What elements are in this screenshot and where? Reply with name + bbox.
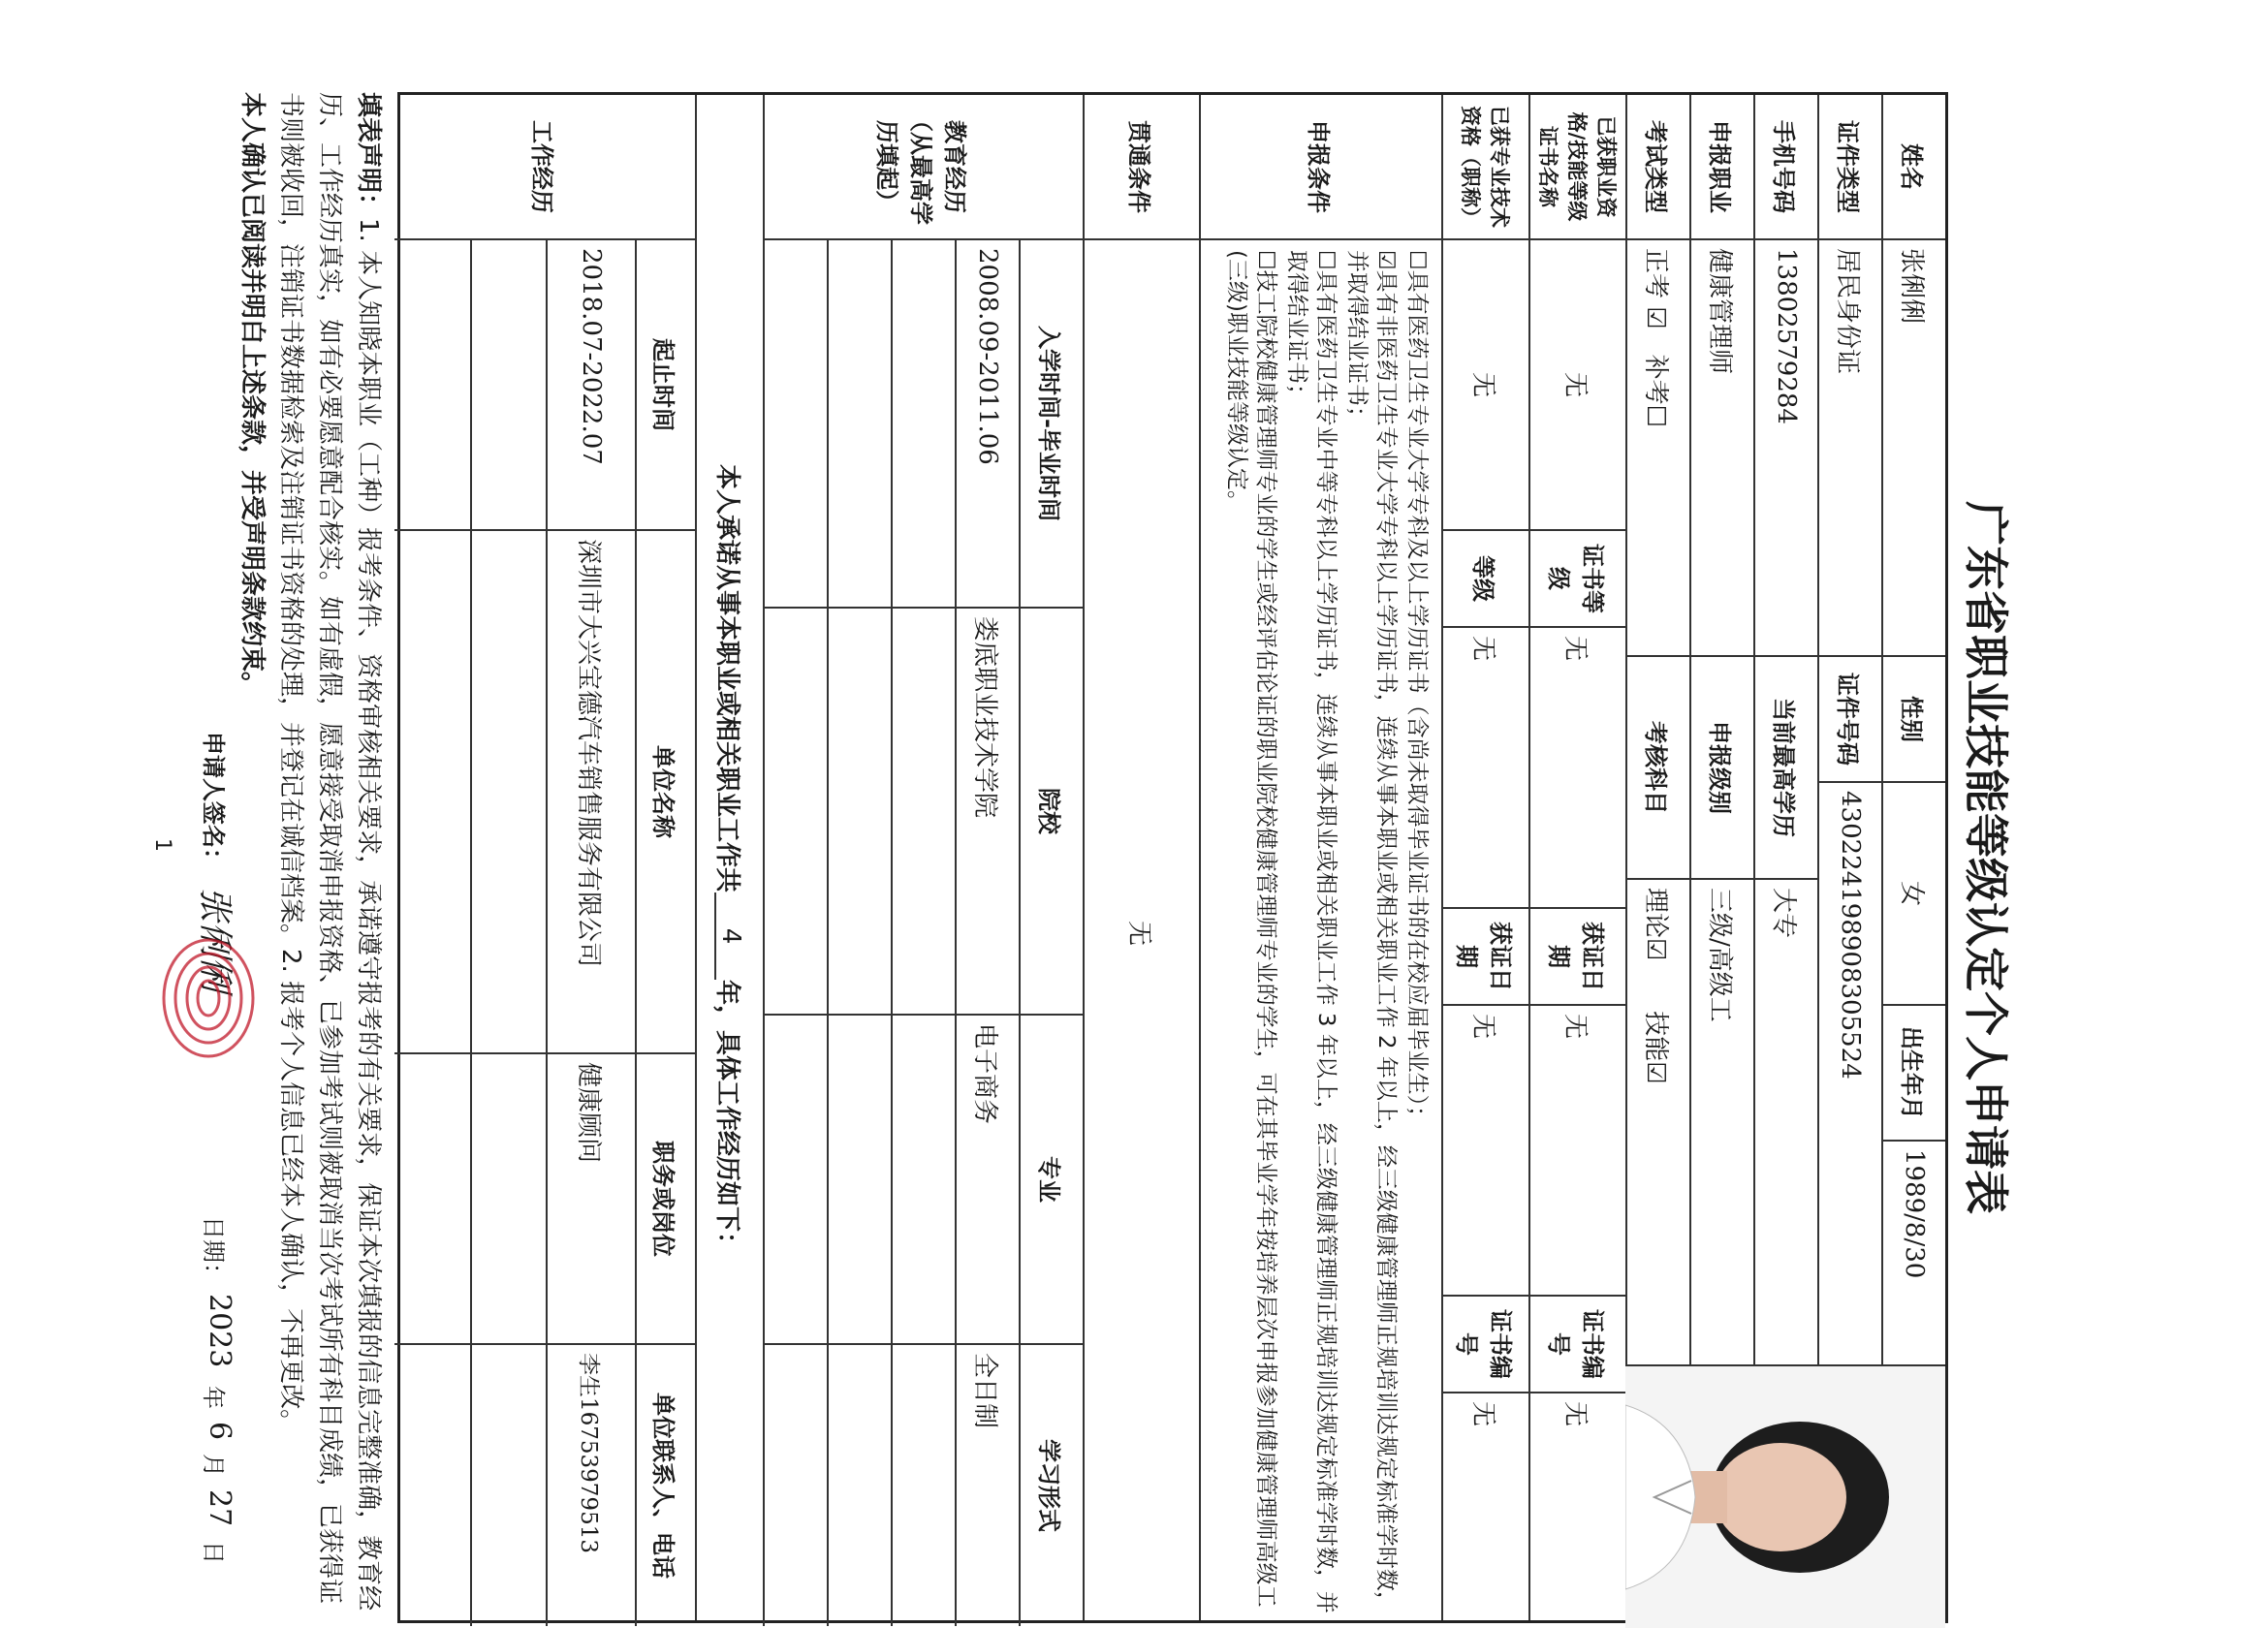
promise-tail: 年，具体工作经历如下： bbox=[712, 980, 742, 1258]
conditions-list bbox=[1201, 240, 1441, 1626]
label-get-date: 获证日期 bbox=[1443, 909, 1528, 1006]
value-phone: 13802579284 bbox=[1755, 240, 1817, 657]
value-exam-type: 正考 ☑ 补考☐ bbox=[1627, 240, 1689, 657]
work-header bbox=[635, 240, 695, 1626]
row-job bbox=[1689, 95, 1753, 1364]
value-cert-date: 无 bbox=[1530, 1006, 1625, 1297]
row-id bbox=[1817, 95, 1881, 1364]
label-level: 申报级别 bbox=[1691, 657, 1753, 880]
edu-major: 电子商务 bbox=[957, 1016, 1019, 1345]
table-row bbox=[955, 240, 1019, 1626]
label-phone: 手机号码 bbox=[1755, 95, 1817, 240]
value-id-type: 居民身份证 bbox=[1819, 240, 1881, 657]
fingerprint-icon bbox=[155, 925, 262, 1071]
label-title-name: 已获专业技术资格（职称） bbox=[1443, 95, 1528, 240]
date-day: 27 bbox=[203, 1489, 236, 1527]
work-promise bbox=[695, 95, 763, 1620]
value-get-date: 无 bbox=[1443, 1006, 1528, 1297]
label-id-type: 证件类型 bbox=[1819, 95, 1881, 240]
form-title: 广东省职业技能等级认定个人申请表 bbox=[1960, 501, 2012, 1214]
page-number: 1 bbox=[150, 838, 174, 852]
value-level: 三级/高级工 bbox=[1705, 888, 1735, 1022]
work-time: 2018.07-2022.07 bbox=[548, 240, 635, 531]
value-cert-no: 无 bbox=[1560, 1401, 1591, 1427]
condition-item: ☐具有医药卫生专业大学专科及以上学历证书（含尚未取得毕业证书的在校应届毕业生）； bbox=[1404, 250, 1430, 1129]
label-grade: 等级 bbox=[1443, 531, 1528, 628]
condition-item: ☑具有非医药卫生专业大学专科以上学历证书，连续从事本职业或相关职业工作 2 年以上，经三级健康管理师正规培训达规定标准学时数，并取得结业证书； bbox=[1344, 250, 1399, 1613]
row-exam bbox=[1625, 95, 1689, 1364]
work-col-post: 职务或岗位 bbox=[637, 1054, 695, 1345]
label-edu-history: 教育经历（从最高学历填起） bbox=[763, 95, 1083, 240]
edu-school: 娄底职业技术学院 bbox=[957, 609, 1019, 1016]
label-birth: 出生年月 bbox=[1883, 1006, 1945, 1142]
edu-time: 2008.09-2011.06 bbox=[957, 240, 1019, 609]
label-education: 当前最高学历 bbox=[1755, 657, 1817, 880]
condition-item: ☐技工院校健康管理师专业的学生或经评估论证的职业院校健康管理师专业的学生，可在其毕业学年按培养层次申报参加健康管理师高级工(三级)职业技能等级认定。 bbox=[1224, 250, 1278, 1608]
label-cert-no: 证书编号 bbox=[1530, 1297, 1625, 1393]
label-name: 姓名 bbox=[1883, 95, 1945, 240]
edu-col-major: 专业 bbox=[1021, 1016, 1083, 1345]
work-col-time: 起止时间 bbox=[637, 240, 695, 531]
label-gender: 性别 bbox=[1883, 657, 1945, 783]
value-name: 张俐俐 bbox=[1883, 240, 1945, 657]
table-row-empty bbox=[763, 240, 827, 1626]
label-cert-date: 获证日期 bbox=[1530, 909, 1625, 1006]
label-conditions: 申报条件 bbox=[1201, 95, 1441, 240]
promise-text: 本人承诺从事本职业或相关职业工作共 bbox=[712, 463, 742, 892]
work-col-unit: 单位名称 bbox=[637, 531, 695, 1054]
row-conditions bbox=[1199, 95, 1441, 1620]
declaration bbox=[233, 92, 388, 1623]
label-cert-level: 证书等级 bbox=[1530, 531, 1625, 628]
value-bridge: 无 bbox=[1124, 920, 1154, 946]
edu-header bbox=[1019, 240, 1083, 1626]
value-cert-name: 无 bbox=[1530, 240, 1625, 531]
edu-col-form: 学习形式 bbox=[1035, 1439, 1063, 1532]
label-job: 申报职业 bbox=[1691, 95, 1753, 240]
table-row-empty bbox=[394, 240, 470, 1626]
value-gender: 女 bbox=[1883, 783, 1945, 1006]
work-unit: 深圳市大兴宝德汽车销售服务有限公司 bbox=[548, 531, 635, 1054]
label-bridge: 贯通条件 bbox=[1085, 95, 1199, 240]
label-get-no: 证书编号 bbox=[1443, 1297, 1528, 1393]
date-year: 2023 bbox=[203, 1294, 236, 1368]
edu-col-time: 入学时间-毕业时间 bbox=[1021, 240, 1083, 609]
value-exam-subject: 理论☑ 技能☑ bbox=[1641, 888, 1671, 1084]
row-name bbox=[1881, 95, 1945, 1364]
table-row-empty bbox=[891, 240, 955, 1626]
date-day-unit: 日 bbox=[200, 1541, 227, 1564]
form-table bbox=[397, 92, 1948, 1623]
work-years: 4 bbox=[714, 892, 745, 980]
value-title-name: 无 bbox=[1443, 240, 1528, 531]
row-bridge bbox=[1083, 95, 1199, 1620]
row-title-cert bbox=[1441, 95, 1528, 1620]
condition-item: ☐具有医药卫生专业中等专科以上学历证书，连续从事本职业或相关职业工作 3 年以上，经三级健康管理师正规培训达规定标准学时数，并取得结业证书； bbox=[1284, 250, 1339, 1613]
declaration-confirm: 本人确认已阅读并明白上述条款，并受声明条款约束。 bbox=[237, 92, 267, 698]
label-exam-subject: 考核科目 bbox=[1627, 657, 1689, 880]
applicant-photo bbox=[1625, 1364, 1945, 1628]
date-label: 日期： bbox=[200, 1216, 227, 1286]
row-cert bbox=[1528, 95, 1625, 1620]
value-grade: 无 bbox=[1443, 628, 1528, 909]
value-id-number: 430224198908305524 bbox=[1836, 791, 1865, 1080]
edu-form: 全日制 bbox=[970, 1353, 1000, 1429]
value-birth: 1989/8/30 bbox=[1900, 1149, 1929, 1279]
value-cert-level: 无 bbox=[1530, 628, 1625, 909]
value-education: 大专 bbox=[1769, 888, 1799, 939]
sign-label: 申请人签名： bbox=[200, 732, 227, 871]
applicant-signature: 张俐俐 bbox=[195, 887, 235, 992]
application-form bbox=[0, 92, 2016, 1623]
label-exam-type: 考试类型 bbox=[1627, 95, 1689, 240]
declaration-head: 填表声明： bbox=[354, 92, 383, 219]
date-month-unit: 月 bbox=[200, 1454, 227, 1477]
edu-col-school: 院校 bbox=[1021, 609, 1083, 1016]
label-id-number: 证件号码 bbox=[1819, 657, 1881, 783]
declaration-text: 1. 本人知晓本职业（工种）报考条件、资格审核相关要求，承诺遵守报考的有关要求，保证本次填报的信息完整准确，教育经历、工作经历真实，如有必要愿意配合核实。如有虚假，愿意接受取消申报资格、已参加考试则被取消当次考试所有科目成绩，已获得证书则被收回，注销证书数据检索及注销证书资格的处理，并登记在诚信档案。2. 报考个人信息已经本人确认，不再更改。 bbox=[276, 92, 383, 1612]
work-contact: 李生16753979513 bbox=[576, 1353, 602, 1553]
row-phone bbox=[1753, 95, 1817, 1364]
date-year-unit: 年 bbox=[200, 1386, 227, 1409]
table-row bbox=[546, 240, 635, 1626]
signature-row bbox=[165, 92, 242, 1623]
value-job: 健康管理师 bbox=[1691, 240, 1753, 657]
label-work-history: 工作经历 bbox=[394, 95, 695, 240]
date-month: 6 bbox=[203, 1422, 236, 1441]
work-col-contact: 单位联系人、电话 bbox=[649, 1393, 677, 1579]
table-row-empty bbox=[827, 240, 891, 1626]
table-row-empty bbox=[470, 240, 546, 1626]
work-post: 健康顾问 bbox=[548, 1054, 635, 1345]
value-get-no: 无 bbox=[1468, 1401, 1498, 1427]
label-cert-name: 已获职业资格/技能等级证书名称 bbox=[1530, 95, 1625, 240]
